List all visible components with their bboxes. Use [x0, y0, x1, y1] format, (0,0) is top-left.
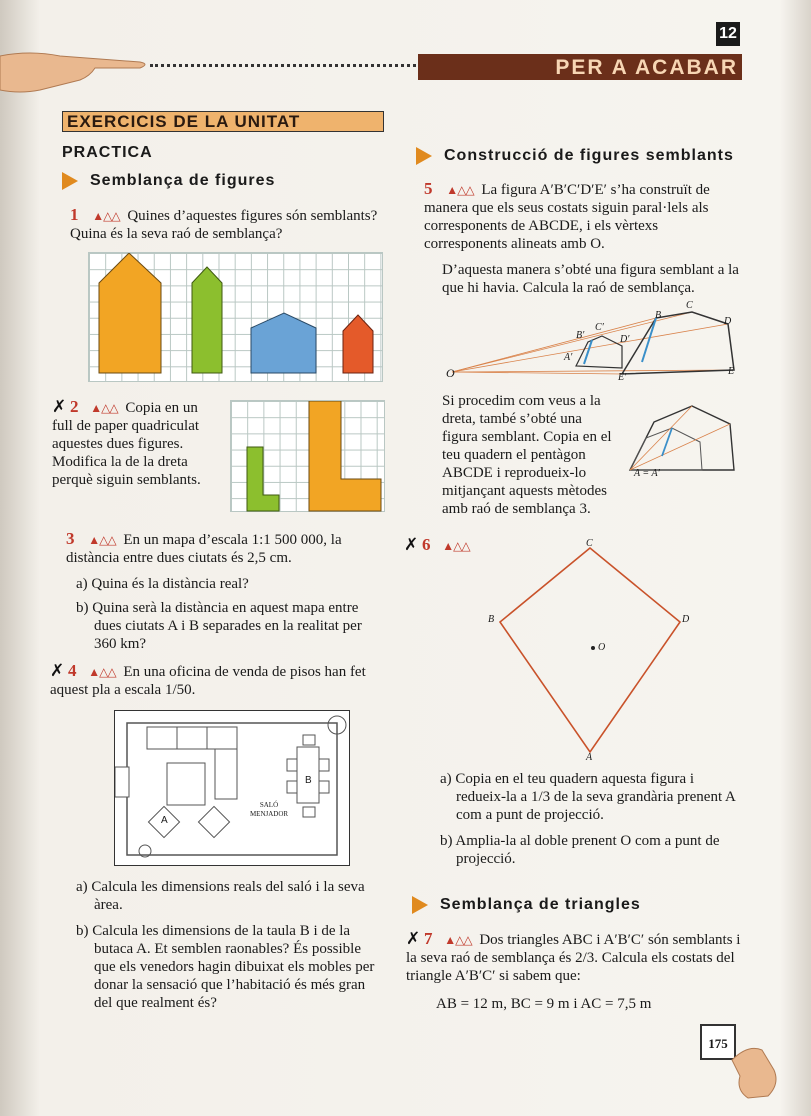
triangle-bullet-icon: [412, 896, 428, 914]
triangle-bullet-icon: [62, 172, 78, 190]
subheading-semblanca-triangles: [412, 896, 641, 914]
done-mark: ✗: [50, 661, 65, 680]
exercise-6: [404, 536, 470, 555]
subheading-text: Semblança de triangles: [440, 896, 641, 914]
done-mark: ✗: [406, 929, 421, 948]
exercise-text: Quines d’aquestes figures són semblants? Quina és la seva raó de semblança?: [70, 208, 378, 242]
difficulty-icon: ▲△△: [442, 539, 470, 553]
exercise-text-2: D’aquesta manera s’obté una figura semblant a la que hi havia. Calcula la raó de semblança.: [442, 262, 739, 296]
difficulty-icon: ▲△△: [92, 209, 120, 223]
kite-diagram: [490, 540, 690, 760]
exercise-text: En una oficina de venda de pisos han fet aquest pla a escala 1/50.: [50, 664, 366, 698]
section-banner: PER A ACABAR: [418, 54, 742, 80]
difficulty-icon: ▲△△: [90, 401, 118, 415]
exercise-equation: AB = 12 m, BC = 9 m i AC = 7,5 m: [436, 996, 652, 1012]
plan-label-menjador: MENJADOR: [249, 810, 289, 818]
subheading-construccio: [416, 147, 734, 165]
exercise-number: 6: [422, 535, 431, 554]
diagram-label-c1: C′: [595, 322, 604, 333]
copy-figures-grid: [230, 400, 385, 512]
floor-plan: [114, 710, 350, 866]
exercise-1: [70, 206, 388, 243]
triangle-bullet-icon: [416, 147, 432, 165]
exercise-text: En un mapa d’escala 1:1 500 000, la distància entre dues ciutats és 2,5 cm.: [66, 532, 342, 566]
exercise-4: [50, 662, 386, 699]
l-shapes-drawing: [231, 401, 386, 513]
diagram-label-e1: E′: [618, 372, 627, 383]
chapter-number: 12: [716, 22, 740, 46]
kite-label-o: O: [598, 642, 606, 653]
subheading-text: Semblança de figures: [90, 172, 276, 190]
kite-label-c: C: [586, 538, 593, 549]
difficulty-icon: ▲△△: [444, 933, 472, 947]
plan-room-label: [239, 801, 299, 819]
practica-heading: PRACTICA: [62, 144, 153, 161]
diagram-label-o: O: [446, 366, 455, 380]
exercise-part-b: b) Quina serà la distància en aquest mapa entre dues ciutats A i B separades en la realitat per 360 km?: [76, 600, 362, 652]
exercise-text: La figura A′B′C′D′E′ s’ha construït de manera que els seus costats siguin paral·lels als corresponents de ABCDE, i els vèrtexs corresponents alineats amb O.: [424, 182, 710, 252]
subheading-semblanca-figures: [62, 172, 275, 190]
floor-plan-drawing: [115, 711, 349, 865]
homothety-diagram: [442, 296, 742, 388]
similar-figures-drawing: [89, 253, 384, 383]
exercise-part-b: b) Calcula les dimensions de la taula B i de la butaca A. Et semblen raonables? És possible que els venedors hagin dibuixat els mobles per donar la sensació que l’habitació és més gran del que realment és?: [76, 923, 375, 1011]
kite-label-a: A: [586, 752, 593, 763]
exercise-part-a: a) Copia en el teu quadern aquesta figura i redueix-la a 1/3 de la seva grandària prenent A com a punt de projecció.: [440, 771, 736, 823]
exercise-number: 4: [68, 661, 77, 680]
exercise-number: 5: [424, 179, 433, 198]
diagram-label-e: E: [728, 366, 735, 377]
diagram-label-b: B: [655, 310, 662, 321]
exercise-number: 1: [70, 205, 79, 224]
diagram-label-d: D: [724, 316, 732, 327]
exercise-4-parts: [76, 878, 386, 1012]
exercise-6-parts: [440, 770, 740, 868]
kite-label-d: D: [682, 614, 690, 625]
plan-label-salo: SALÓ: [259, 801, 279, 809]
exercise-number: 3: [66, 529, 75, 548]
section-title: EXERCICIS DE LA UNITAT: [62, 111, 384, 132]
exercise-text: Copia en un full de paper quadriculat aquestes dues figures. Modifica la de la dreta perquè siguin semblants.: [52, 400, 201, 488]
difficulty-icon: ▲△△: [88, 533, 116, 547]
difficulty-icon: ▲△△: [446, 183, 474, 197]
diagram-label-b1: B′: [576, 330, 585, 341]
exercise-part-a: a) Quina és la distància real?: [76, 576, 249, 592]
subheading-text: Construcció de figures semblants: [444, 147, 734, 165]
diagram-label-c: C: [686, 300, 693, 311]
pentagon-label-aa: A = A′: [634, 468, 660, 479]
done-mark: ✗: [404, 535, 419, 554]
exercise-text-3: Si procedim com veus a la dreta, també s’obté una figura semblant. Copia en el teu quadern el pentàgon ABCDE i reprodueix-lo mitjançant aquests mètodes amb raó de semblança 3.: [442, 393, 612, 517]
exercise-5: [424, 180, 742, 297]
figures-grid: [88, 252, 383, 382]
exercise-text: Dos triangles ABC i A′B′C′ són semblants i la seva raó de semblança és 2/3. Calcula els costats del triangle A′B′C′ si sabem que:: [406, 932, 741, 984]
page-number: 175: [700, 1024, 736, 1060]
exercise-3: [66, 530, 386, 653]
exercise-2: [52, 398, 218, 489]
diagram-label-d1: D′: [620, 334, 630, 345]
plan-label-a: A: [161, 815, 168, 826]
exercise-number: 2: [70, 397, 79, 416]
done-mark: ✗: [52, 397, 67, 416]
pointing-hand-icon: [0, 46, 150, 96]
diagram-label-a1: A′: [564, 352, 573, 363]
exercise-7: [406, 930, 742, 1013]
pointing-hand-footer-icon: [728, 1040, 788, 1100]
difficulty-icon: ▲△△: [88, 665, 116, 679]
kite-label-b: B: [488, 614, 495, 625]
exercise-number: 7: [424, 929, 433, 948]
plan-label-b: B: [305, 775, 312, 786]
exercise-part-a: a) Calcula les dimensions reals del saló i la seva àrea.: [76, 879, 365, 913]
exercise-part-b: b) Amplia-la al doble prenent O com a punt de projecció.: [440, 833, 720, 867]
header-dotted-line: [150, 64, 416, 67]
